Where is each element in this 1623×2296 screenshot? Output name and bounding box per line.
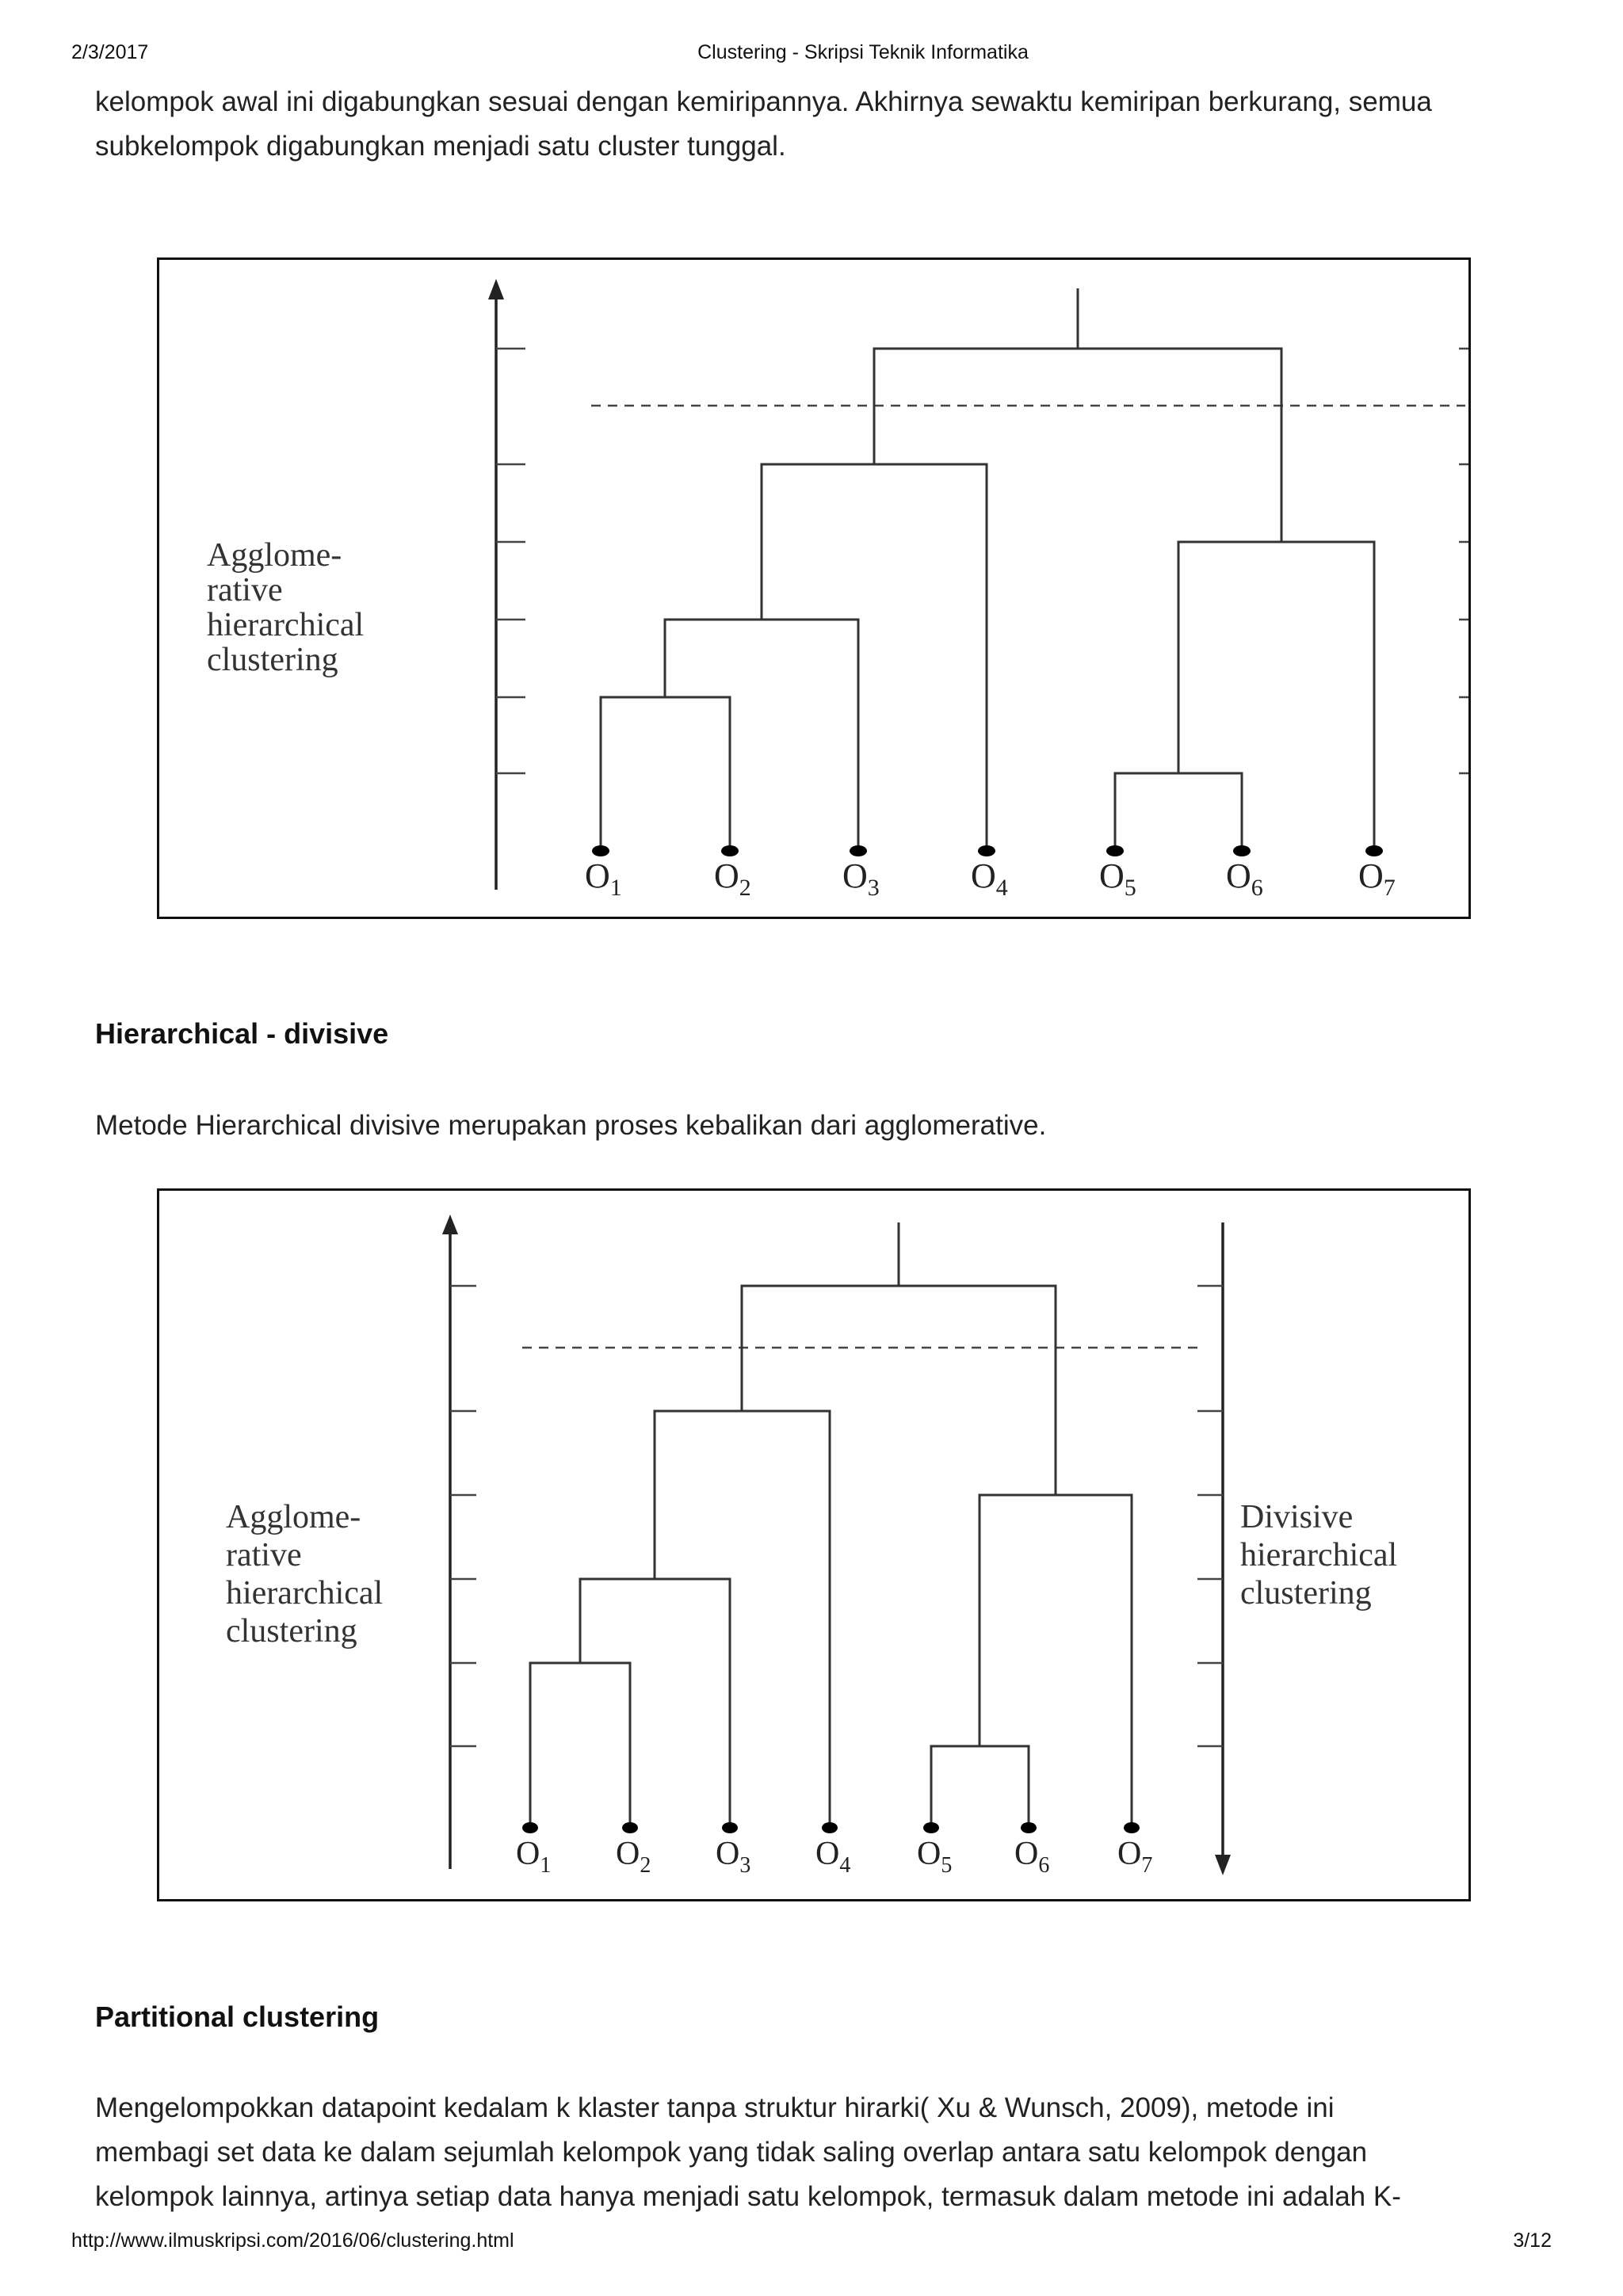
agglomerative-dendrogram-figure — [157, 257, 1471, 919]
leaf-label: $O_4$ — [971, 856, 1008, 901]
svg-text:clustering: clustering — [207, 642, 338, 678]
intro-line: kelompok awal ini digabungkan sesuai dengan kemiripannya. Akhirnya sewaktu kemiripan berkurang, semua — [95, 86, 1432, 117]
axis-ticks-right — [1197, 1286, 1223, 1746]
heading-partitional-clustering: Partitional clustering — [95, 2000, 380, 2033]
intro-paragraph — [95, 80, 1537, 169]
divisive-side-label — [1240, 1499, 1397, 1611]
axis-arrow-up — [442, 1215, 458, 1234]
svg-text:Agglome-: Agglome- — [226, 1499, 361, 1535]
svg-text:rative: rative — [226, 1537, 302, 1573]
agglomerative-side-label — [207, 537, 364, 678]
leaf-points — [522, 1822, 1140, 1833]
leaf-label: $O_2$ — [616, 1836, 651, 1878]
leaf-label: $O_4$ — [815, 1836, 851, 1878]
leaf-label: $O_7$ — [1358, 856, 1396, 901]
dendrogram-branches — [601, 288, 1374, 850]
page-title: Clustering - Skripsi Teknik Informatika — [697, 41, 1029, 63]
svg-text:clustering: clustering — [226, 1613, 357, 1650]
svg-text:hierarchical: hierarchical — [207, 607, 365, 643]
intro-line: subkelompok digabungkan menjadi satu cluster tunggal. — [95, 131, 786, 162]
leaf-label: $O_5$ — [917, 1836, 953, 1878]
svg-text:Divisive: Divisive — [1240, 1499, 1354, 1535]
agglomerative-side-label — [226, 1499, 383, 1650]
axis-arrow-down — [1215, 1855, 1231, 1875]
axis-arrow-up — [488, 279, 504, 299]
svg-text:Agglome-: Agglome- — [207, 537, 342, 574]
leaf-label: $O_1$ — [585, 856, 622, 901]
leaf-label: $O_2$ — [714, 856, 751, 901]
page-url: http://www.ilmuskripsi.com/2016/06/clustering.html — [71, 2229, 514, 2252]
svg-text:hierarchical: hierarchical — [226, 1575, 384, 1611]
page-number: 3/12 — [1513, 2229, 1552, 2252]
agglomerative-dendrogram — [159, 260, 1468, 917]
leaf-label: $O_3$ — [842, 856, 880, 901]
leaf-label: $O_1$ — [516, 1836, 552, 1878]
axis-ticks-left — [496, 349, 525, 773]
leaf-label: $O_5$ — [1099, 856, 1136, 901]
svg-text:clustering: clustering — [1240, 1575, 1372, 1611]
svg-text:rative: rative — [207, 572, 283, 608]
divisive-dendrogram-figure — [157, 1188, 1471, 1901]
leaf-label: $O_6$ — [1014, 1836, 1050, 1878]
axis-ticks-right — [1459, 349, 1468, 773]
divisive-dendrogram — [159, 1191, 1468, 1899]
partitional-paragraph — [95, 2086, 1537, 2219]
axis-ticks-left — [450, 1286, 476, 1746]
leaf-points — [592, 845, 1383, 856]
partitional-line: membagi set data ke dalam sejumlah kelompok yang tidak saling overlap antara satu kelompok dengan — [95, 2137, 1368, 2168]
partitional-line: kelompok lainnya, artinya setiap data hanya menjadi satu kelompok, termasuk dalam metode ini adalah K- — [95, 2181, 1401, 2212]
dendrogram-branches — [530, 1222, 1132, 1827]
leaf-label: $O_3$ — [716, 1836, 751, 1878]
leaf-label: $O_6$ — [1226, 856, 1263, 901]
heading-hierarchical-divisive: Hierarchical - divisive — [95, 1017, 389, 1050]
partitional-line: Mengelompokkan datapoint kedalam k klaster tanpa struktur hirarki( Xu & Wunsch, 2009), metode ini — [95, 2092, 1335, 2123]
svg-text:hierarchical: hierarchical — [1240, 1537, 1398, 1573]
print-date: 2/3/2017 — [71, 41, 149, 63]
leaf-label: $O_7$ — [1117, 1836, 1153, 1878]
divisive-paragraph: Metode Hierarchical divisive merupakan proses kebalikan dari agglomerative. — [95, 1110, 1047, 1141]
